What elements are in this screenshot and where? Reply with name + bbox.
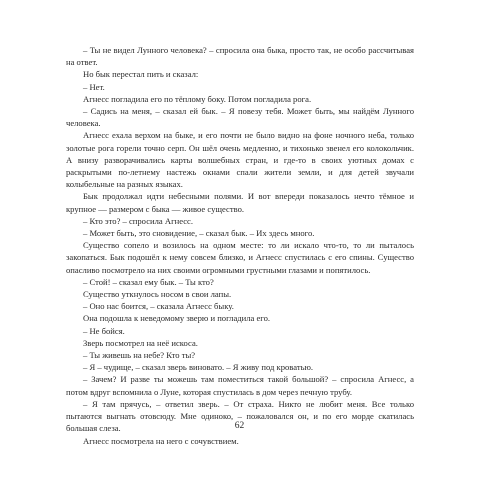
paragraph: Зверь посмотрел на неё искоса. — [83, 337, 198, 348]
paragraph: – Стой! – сказал ему бык. – Ты кто? — [83, 276, 214, 287]
paragraph: Она подошла к неведомому зверю и погладила его. — [83, 313, 271, 324]
paragraph: – Я – чудище, – сказал зверь виновато. – Я живу под кроватью. — [83, 362, 314, 373]
paragraph: – Ты живешь на небе? Кто ты? — [83, 350, 196, 361]
paragraph: – Может быть, это сновидение, – сказал бык. – Их здесь много. — [83, 228, 315, 239]
paragraph: Существо уткнулось носом в свои лапы. — [83, 289, 232, 300]
paragraph: – Кто это? – спросила Агнесс. — [83, 215, 193, 226]
paragraph: Существо сопело и возилось на одном месте: то ли искало что-то, то ли пыталось закопаться. Бык подошёл к нему совсем близко, и Агнесс спустилась с его спины. Существо опасливо посмотрело на них своими огромными грустными глазами и попятилось. — [66, 240, 414, 275]
page-body — [66, 44, 414, 447]
paragraph: – Нет. — [83, 81, 105, 92]
paragraph: – Я там прячусь, – ответил зверь. – От страха. Никто не любит меня. Все только пытаются выгнать отовсюду. Мне одиноко, – пожаловался он, и по его морде скатилась большая слеза. — [66, 398, 414, 434]
paragraph: Агнесс посмотрела на него с сочувствием. — [83, 435, 239, 446]
paragraph: Агнесс погладила его по тёплому боку. Потом погладила рога. — [83, 93, 312, 104]
paragraph: – Оно нас боится, – сказала Агнесс быку. — [83, 301, 234, 312]
paragraph: – Зачем? И разве ты можешь там поместиться такой большой? – спросила Агнесс, а потом вдруг вспомнила о Луне, которая спустилась в дом через печную трубу. — [66, 374, 414, 397]
paragraph: Бык продолжал идти небесными полями. И вот впереди показалось нечто тёмное и крупное — размером с быка — живое существо. — [66, 191, 414, 214]
paragraph: Агнесс ехала верхом на быке, и его почти не было видно на фоне ночного неба, только золотые рога горели точно серп. Он шёл очень медленно, и тихонько звенел его колокольчик. А внизу разворачивались карты волшебных стран, и где-то в своих уютных домах с раскрытыми по-летнему настежь окнами спали жители земли, и для детей звучали колыбельные на разных языках. — [66, 130, 414, 190]
paragraph: Но бык перестал пить и сказал: — [83, 69, 199, 80]
paragraph: – Не бойся. — [83, 325, 125, 336]
paragraph: – Садись на меня, – сказал ей бык. – Я повезу тебя. Может быть, мы найдём Лунного человека. — [66, 106, 414, 129]
page-number: 62 — [234, 421, 245, 431]
paragraph: – Ты не видел Лунного человека? – спросила она быка, просто так, не особо рассчитывая на ответ. — [66, 45, 414, 68]
